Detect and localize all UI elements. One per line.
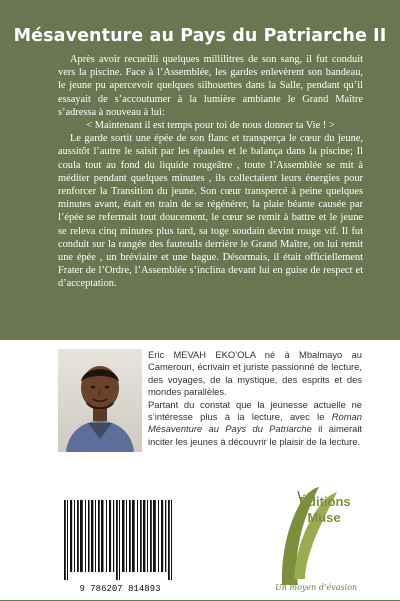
book-reference: Roman Mésaventure au Pays du Patriarche xyxy=(148,411,362,435)
synopsis-paragraph-2: Le garde sortit une épée de son flanc et transperça le cœur du jeune, aussitôt l’autre le saisit par les épaules et le balança dans la piscine; Il coula tout au fond du liquide rougeâtre , toute l’Assemblée se mit à méditer pendant quelques minutes , ils collectaient leurs énergies pour renforcer la Transition du jeune. Son cœur transpercé à peine quelques minutes avant, était en train de se régénérer, la plaie béante causée par l’épée se refermait tout doucement, le cœur se remit à battre et le jeune se releva cinq minutes plus tard, sa toge soudain devint rouge vif. Il fut conduit sur la rangée des fauteuils derrière le Grand Maître, on lui remit une épée , un bréviaire et une bague. Désormais, il était officiellement Frater de l’Ordre, l’Assemblée s’inclina devant lui en guise de respect et d’acceptation. xyxy=(58,133,363,290)
author-bio-paragraph: Eric MEVAH EKO’OLA né à Mbalmayo au Cameroun, écrivain et juriste passionné de lecture, des voyages, de la mystique, des esprits et des mondes parallèles. xyxy=(148,349,362,398)
isbn-barcode xyxy=(58,492,182,596)
author-photo xyxy=(58,349,142,452)
synopsis xyxy=(58,53,363,291)
synopsis-quote: < Maintenant il est temps pour toi de nous donner ta Vie ! > xyxy=(86,120,335,132)
synopsis-paragraph-1: Après avoir recueilli quelques millilitres de son sang, il fut conduit vers la piscine. Face à l’Assemblée, les gardes enlevèrent son bandeau, le jeune pu apercevoir quelques silhouettes dans la Salle, pendant qu’il essayait de s’accoutumer à la lumière ambiante le Grand Maître s’adressa à nouveau à lui: xyxy=(58,54,363,118)
publisher-name-line-1: Éditions xyxy=(299,494,351,509)
author-motivation-paragraph xyxy=(148,399,362,449)
author-and-publisher-panel xyxy=(0,340,400,600)
author-motivation-end: il aimerait inciter les jeunes à découvrir le plaisir de la lecture. xyxy=(148,423,363,447)
isbn-number: 9 786207 814893 xyxy=(79,584,161,594)
barcode-graphic xyxy=(58,492,182,596)
book-title: Mésaventure au Pays du Patriarche II xyxy=(13,26,387,46)
publisher-slogan: Un moyen d’évasion ! xyxy=(275,583,358,592)
author-motivation-start: Partant du constat que la jeunesse actuelle ne s’intéresse plus à la lecture, avec le xyxy=(148,398,362,423)
author-bio xyxy=(148,349,362,448)
publisher-logo-graphic xyxy=(272,475,358,597)
publisher-logo xyxy=(272,475,358,597)
publisher-name-line-2: Muse xyxy=(307,510,341,525)
author-photo-illustration xyxy=(58,349,142,452)
